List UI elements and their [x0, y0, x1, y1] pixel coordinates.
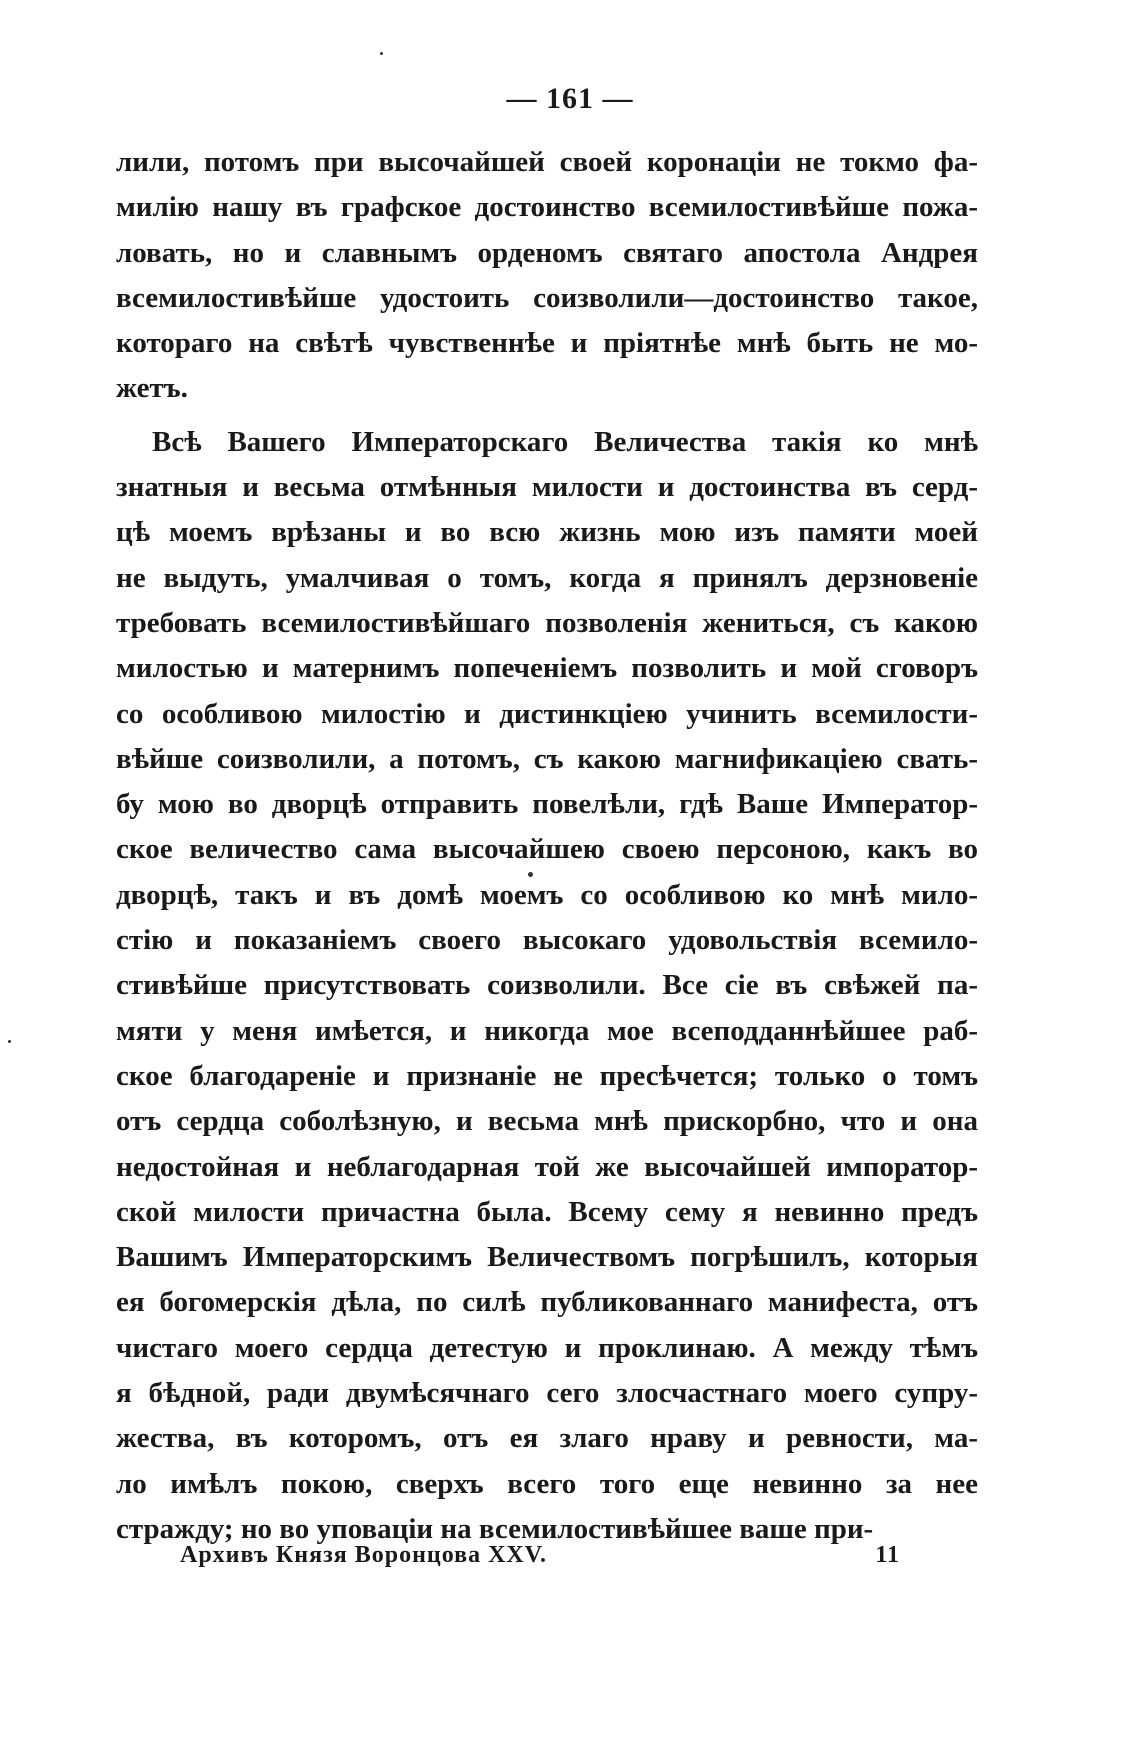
- signature-mark: Архивъ Князя Воронцова XXV.: [180, 1542, 547, 1568]
- page-number: — 161 —: [506, 82, 634, 115]
- text-line: цѣ моемъ врѣзаны и во всю жизнь мою изъ памяти моей: [116, 516, 978, 549]
- text-line: ловать, но и славнымъ орденомъ святаго апостола Андрея: [116, 236, 978, 269]
- text-line: Всѣ Вашего Императорскаго Величества такія ко мнѣ: [152, 425, 978, 458]
- text-line: котораго на свѣтѣ чувственнѣе и пріятнѣе мнѣ быть не мо-: [116, 327, 978, 360]
- print-speck: [528, 872, 533, 877]
- text-line: лили, потомъ при высочайшей своей коронаціи не токмо фа-: [116, 146, 978, 178]
- text-line: недостойная и неблагодарная той же высочайшей импоратор-: [116, 1150, 978, 1183]
- text-line: не выдуть, умалчивая о томъ, когда я принялъ дерзновеніе: [116, 561, 978, 594]
- text-line: отъ сердца соболѣзную, и весьма мнѣ прискорбно, что и она: [116, 1105, 978, 1138]
- text-line: ея богомерскія дѣла, по силѣ публикованнаго манифеста, отъ: [116, 1286, 978, 1319]
- text-line: ло имѣлъ покою, сверхъ всего того еще невинно за нее: [116, 1467, 978, 1500]
- text-line: мяти у меня имѣется, и никогда мое всеподданнѣйшее раб-: [116, 1014, 978, 1047]
- print-speck: [380, 52, 383, 55]
- text-line: жетъ.: [116, 372, 188, 405]
- paragraph: [116, 420, 978, 1552]
- text-line: знатныя и весьма отмѣнныя милости и достоинства въ серд-: [116, 471, 978, 504]
- paragraph: [116, 140, 978, 412]
- text-line: я бѣдной, ради двумѣсячнаго сего злосчастнаго моего супру-: [116, 1377, 978, 1410]
- text-line: ское благодареніе и признаніе не пресѣчется; только о томъ: [116, 1059, 978, 1092]
- text-line: бу мою во дворцѣ отправить повелѣли, гдѣ Ваше Император-: [116, 788, 978, 821]
- text-line: вѣйше соизволили, а потомъ, съ какою магнификаціею свать-: [116, 742, 978, 775]
- sheet-number: 11: [875, 1542, 900, 1568]
- text-line: чистаго моего сердца детестую и проклинаю. А между тѣмъ: [116, 1331, 978, 1364]
- text-line: со особливою милостію и дистинкціею учинить всемилости-: [116, 697, 978, 730]
- paragraph-gap: [116, 412, 978, 420]
- text-line: ской милости причастна была. Всему сему я невинно предъ: [116, 1195, 978, 1228]
- text-line: стію и показаніемъ своего высокаго удовольствія всемило-: [116, 924, 978, 957]
- text-line: милостью и матернимъ попеченіемъ позволить и мой сговоръ: [116, 652, 978, 685]
- text-line: жества, въ которомъ, отъ ея злаго нраву и ревности, ма-: [116, 1422, 978, 1455]
- text-line: стивѣйше присутствовать соизволили. Все сіе въ свѣжей па-: [116, 969, 978, 1002]
- text-line: стражду; но во уповаціи на всемилостивѣйшее ваше при-: [116, 1512, 874, 1545]
- text-line: дворцѣ, такъ и въ домѣ моемъ со особливою ко мнѣ мило-: [116, 878, 978, 911]
- print-speck: [8, 1040, 11, 1043]
- text-line: требовать всемилостивѣйшаго позволенія жениться, съ какою: [116, 606, 978, 639]
- text-line: милію нашу въ графское достоинство всемилостивѣйше пожа-: [116, 191, 978, 224]
- body-text: [116, 140, 978, 1552]
- text-line: всемилостивѣйше удостоить соизволили—достоинство такое,: [116, 281, 978, 314]
- text-line: Вашимъ Императорскимъ Величествомъ погрѣшилъ, которыя: [116, 1241, 978, 1274]
- text-line: ское величество сама высочайшею своею персоною, какъ во: [116, 833, 978, 866]
